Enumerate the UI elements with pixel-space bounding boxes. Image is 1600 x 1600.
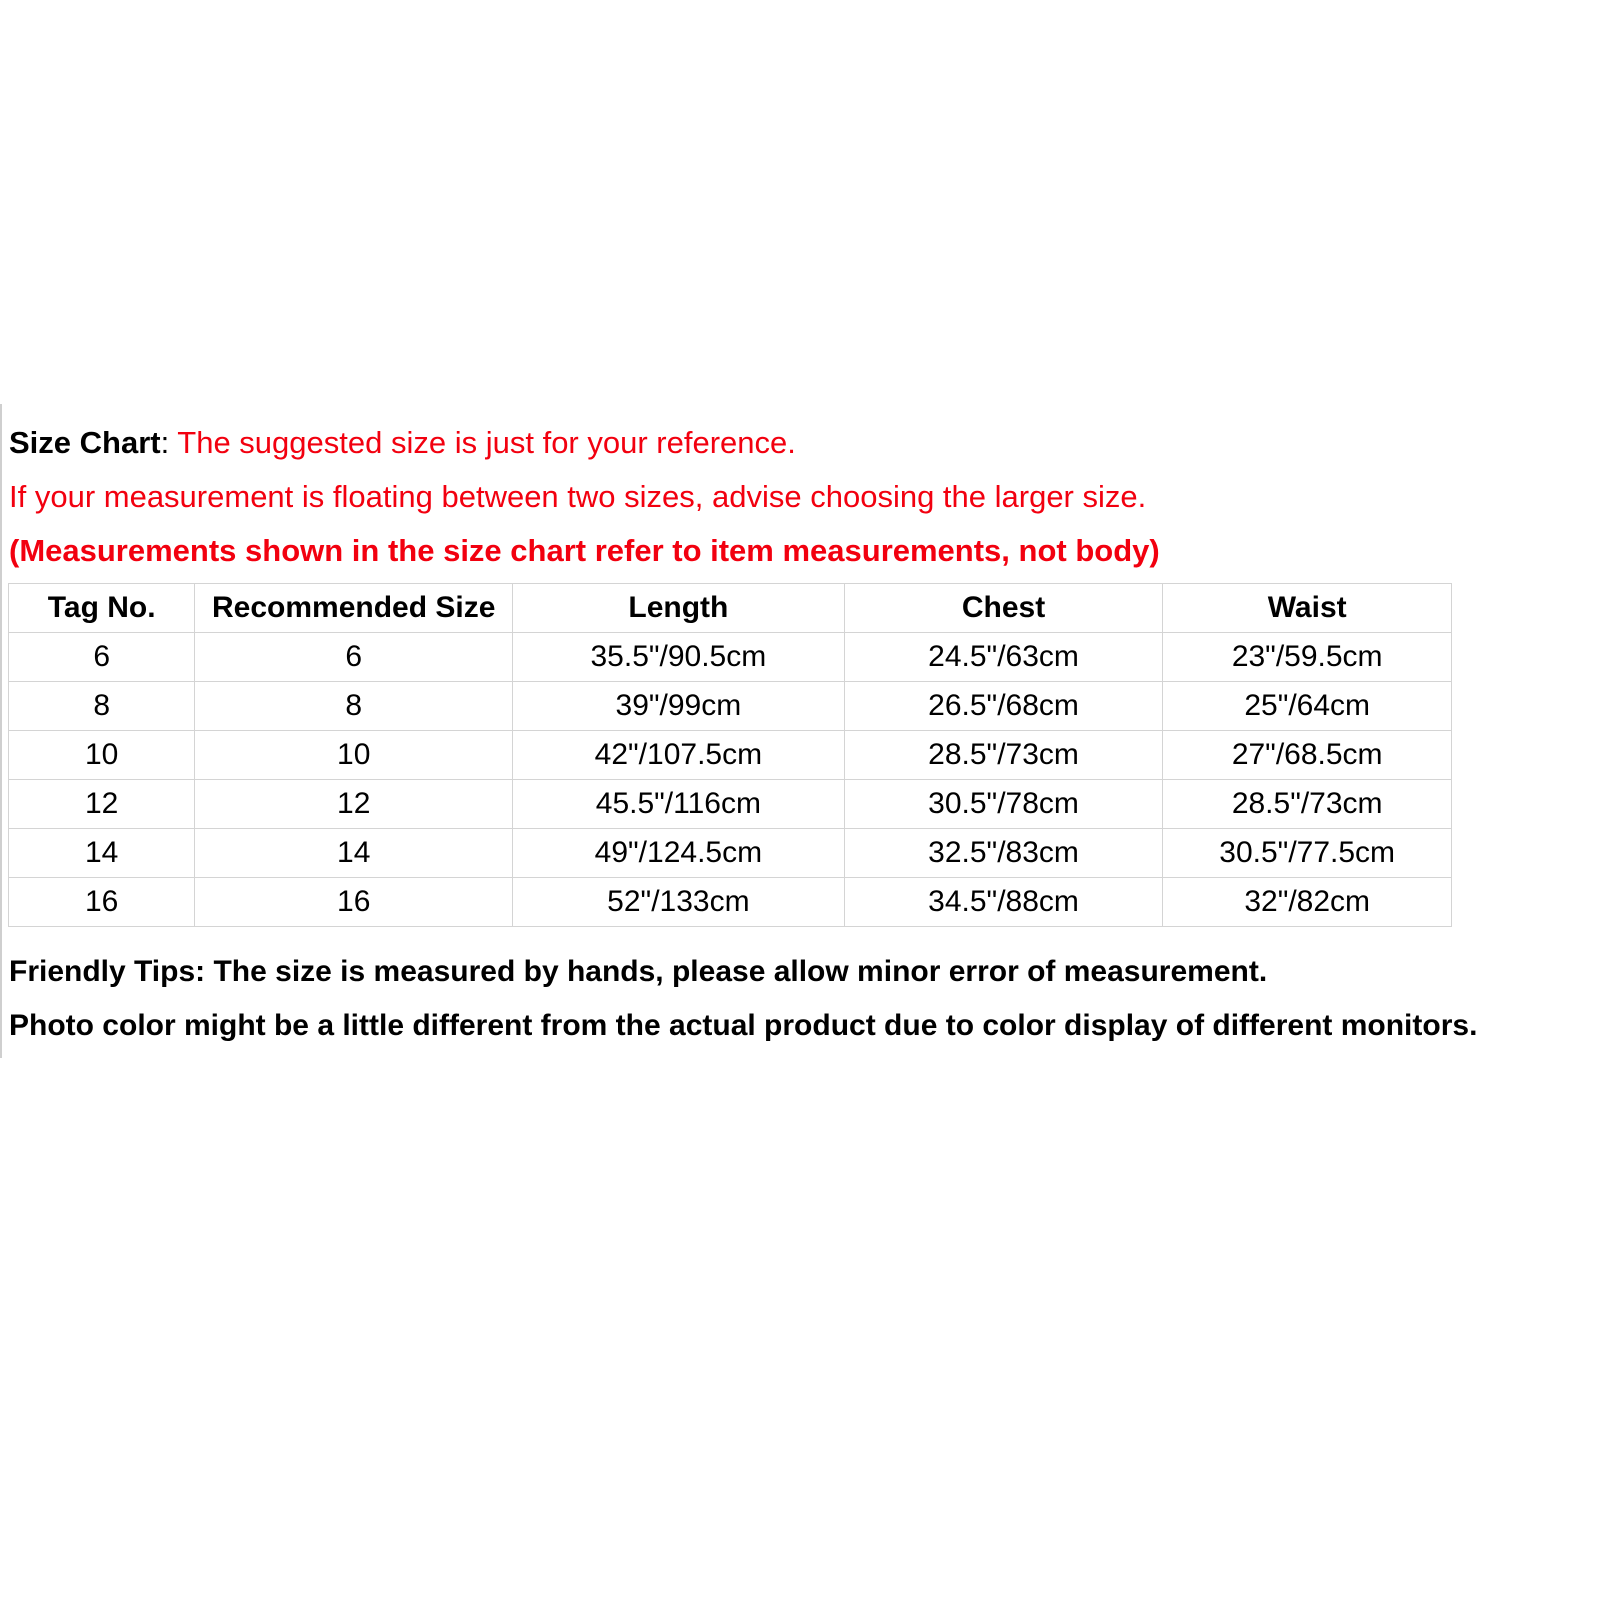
cell-length: 45.5"/116cm — [513, 780, 845, 829]
table-row — [9, 682, 1452, 731]
cell-waist: 27"/68.5cm — [1163, 731, 1452, 780]
tips-line-photo-color: Photo color might be a little different from the actual product due to color display of different monitors. — [9, 1009, 1478, 1042]
cell-recommended-size: 12 — [195, 780, 513, 829]
cell-waist: 28.5"/73cm — [1163, 780, 1452, 829]
cell-tag-no: 8 — [9, 682, 195, 731]
cell-tag-no: 14 — [9, 829, 195, 878]
header-waist: Waist — [1163, 584, 1452, 633]
size-chart-title-line — [9, 416, 1589, 470]
tips-line-measurement: Friendly Tips: The size is measured by hands, please allow minor error of measurement. — [9, 955, 1268, 988]
header-length: Length — [513, 584, 845, 633]
cell-recommended-size: 10 — [195, 731, 513, 780]
table-row — [9, 829, 1452, 878]
cell-waist: 25"/64cm — [1163, 682, 1452, 731]
cell-chest: 34.5"/88cm — [844, 878, 1163, 927]
cell-chest: 32.5"/83cm — [844, 829, 1163, 878]
cell-length: 49"/124.5cm — [513, 829, 845, 878]
cell-tag-no: 10 — [9, 731, 195, 780]
friendly-tips — [9, 945, 1589, 1053]
size-table — [8, 583, 1452, 927]
size-chart-label: Size Chart — [9, 425, 161, 460]
cell-waist: 23"/59.5cm — [1163, 633, 1452, 682]
measurement-note: (Measurements shown in the size chart refer to item measurements, not body) — [9, 533, 1160, 568]
reference-note: The suggested size is just for your reference. — [177, 425, 796, 460]
cell-length: 35.5"/90.5cm — [513, 633, 845, 682]
cell-length: 42"/107.5cm — [513, 731, 845, 780]
cell-recommended-size: 16 — [195, 878, 513, 927]
cell-waist: 32"/82cm — [1163, 878, 1452, 927]
size-chart-panel — [9, 416, 1589, 1053]
table-row — [9, 780, 1452, 829]
table-row — [9, 633, 1452, 682]
cell-waist: 30.5"/77.5cm — [1163, 829, 1452, 878]
cell-tag-no: 12 — [9, 780, 195, 829]
cell-tag-no: 16 — [9, 878, 195, 927]
table-header-row — [9, 584, 1452, 633]
table-row — [9, 878, 1452, 927]
cell-length: 39"/99cm — [513, 682, 845, 731]
cell-chest: 26.5"/68cm — [844, 682, 1163, 731]
cell-recommended-size: 8 — [195, 682, 513, 731]
header-tag-no: Tag No. — [9, 584, 195, 633]
title-colon: : — [160, 425, 178, 460]
left-divider — [0, 404, 2, 1058]
table-row — [9, 731, 1452, 780]
cell-chest: 30.5"/78cm — [844, 780, 1163, 829]
floating-size-note: If your measurement is floating between two sizes, advise choosing the larger size. — [9, 479, 1147, 514]
header-recommended-size: Recommended Size — [195, 584, 513, 633]
cell-length: 52"/133cm — [513, 878, 845, 927]
cell-recommended-size: 14 — [195, 829, 513, 878]
cell-recommended-size: 6 — [195, 633, 513, 682]
cell-tag-no: 6 — [9, 633, 195, 682]
cell-chest: 28.5"/73cm — [844, 731, 1163, 780]
header-chest: Chest — [844, 584, 1163, 633]
cell-chest: 24.5"/63cm — [844, 633, 1163, 682]
